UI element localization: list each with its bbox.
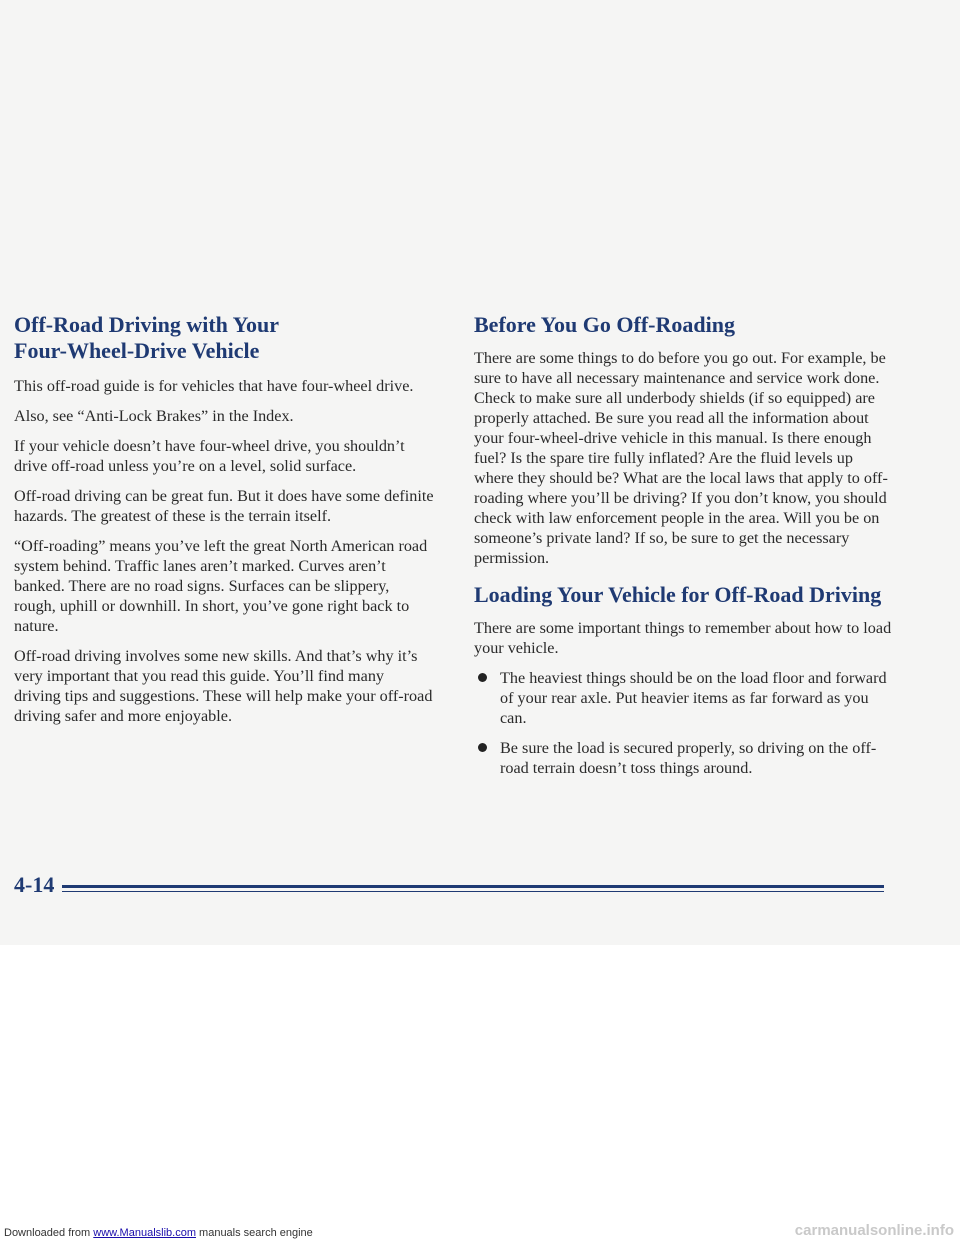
bullet-text: Be sure the load is secured properly, so driving on the off-road terrain doesn’t toss things around. <box>500 739 877 777</box>
paragraph-no-four-wheel: If your vehicle doesn’t have four-wheel drive, you shouldn’t drive off-road unless you’re on a level, solid surface. <box>14 437 405 475</box>
paragraph-off-roading-meaning: “Off-roading” means you’ve left the great North American road system behind. Traffic lanes aren’t marked. Curves aren’t banked. There are no road signs. Surfaces can be slippery, rough, uphill or downhill. In short, you’ve gone right back to nature. <box>14 537 428 635</box>
bullet-text: The heaviest things should be on the load floor and forward of your rear axle. Put heavier items as far forward as you can. <box>500 669 887 727</box>
page-footer <box>14 872 884 902</box>
footer-rule-thin <box>62 891 884 892</box>
heading-line-2: Four-Wheel-Drive Vehicle <box>14 338 260 363</box>
page-number: 4-14 <box>14 872 55 897</box>
paragraph-anti-lock-reference: Also, see “Anti-Lock Brakes” in the Index. <box>14 407 294 425</box>
download-suffix: manuals search engine <box>195 1227 313 1239</box>
paragraph-hazards: Off-road driving can be great fun. But it does have some definite hazards. The greatest of these is the terrain itself. <box>14 487 434 525</box>
section-heading-loading-vehicle: Loading Your Vehicle for Off-Road Driving <box>474 582 882 607</box>
footer-rule-thick <box>62 885 884 888</box>
list-item <box>474 738 894 778</box>
watermark-logo: carmanualsonline.info <box>794 1222 954 1239</box>
left-column <box>14 312 434 736</box>
download-prefix: Downloaded from <box>4 1227 94 1239</box>
section-heading-before-off-roading: Before You Go Off-Roading <box>474 312 735 337</box>
bullet-icon <box>478 673 487 682</box>
list-item <box>474 668 894 728</box>
loading-bullet-list <box>474 668 894 778</box>
paragraph-new-skills: Off-road driving involves some new skills. And that’s why it’s very important that you read this guide. You’ll find many driving tips and suggestions. These will help make your off-road driving safer and more enjoyable. <box>14 647 433 725</box>
bullet-icon <box>478 743 487 752</box>
download-source-footer <box>4 1227 313 1239</box>
paragraph-loading-intro: There are some important things to remember about how to load your vehicle. <box>474 619 892 657</box>
heading-line-1: Off-Road Driving with Your <box>14 312 280 337</box>
paragraph-intro: This off-road guide is for vehicles that have four-wheel drive. <box>14 377 414 395</box>
paragraph-before-off-roading: There are some things to do before you go out. For example, be sure to have all necessary maintenance and service work done. Check to make sure all underbody shields (if so equipped) are properly attached. Be sure you read all the information about your four-wheel-drive vehicle in this manual. Is there enough fuel? Is the spare tire fully inflated? Are the fluid levels up where they should be? What are the local laws that apply to off-roading where you’ll be driving? If you don’t know, you should check with law enforcement people in the area. Will you be on someone’s private land? If so, be sure to get the necessary permission. <box>474 349 888 567</box>
right-column <box>474 312 894 788</box>
section-heading-off-road-driving <box>14 312 434 364</box>
manualslib-link[interactable]: www.Manualslib.com <box>93 1227 196 1239</box>
